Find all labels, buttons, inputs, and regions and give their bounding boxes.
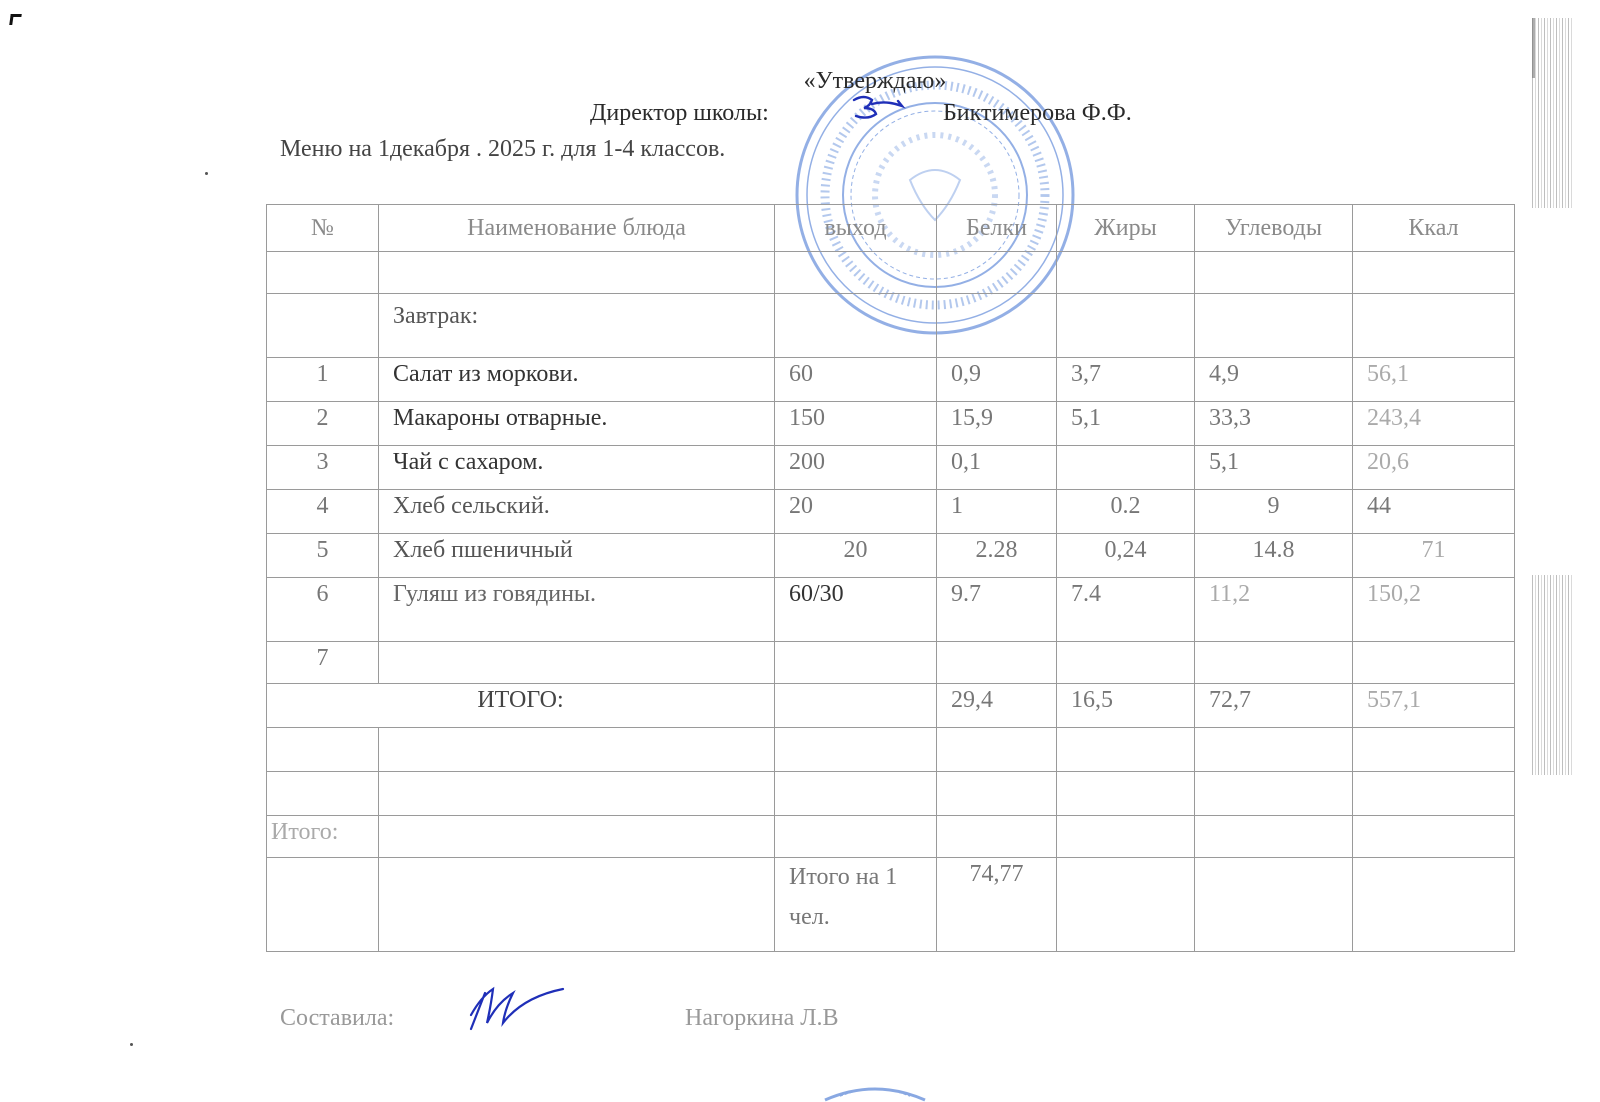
subtotal-carbs: 72,7 bbox=[1195, 684, 1353, 728]
row-number: 5 bbox=[267, 534, 379, 578]
approval-heading: «Утверждаю» bbox=[803, 68, 947, 94]
row-number: 4 bbox=[267, 490, 379, 534]
menu-table bbox=[266, 204, 1515, 952]
subtotal-fat: 16,5 bbox=[1057, 684, 1195, 728]
row-number: 2 bbox=[267, 402, 379, 446]
table-row bbox=[267, 534, 1515, 578]
per-person-value: 74,77 bbox=[937, 858, 1057, 952]
table-row bbox=[267, 578, 1515, 642]
subtotal-protein: 29,4 bbox=[937, 684, 1057, 728]
table-header-row bbox=[267, 205, 1515, 252]
table-row bbox=[267, 642, 1515, 684]
col-header-carbs: Углеводы bbox=[1195, 205, 1353, 252]
dish-yield: 60 bbox=[775, 358, 937, 402]
dish-protein: 0,1 bbox=[937, 446, 1057, 490]
table-row bbox=[267, 446, 1515, 490]
dish-kcal: 56,1 bbox=[1353, 358, 1515, 402]
col-header-fat: Жиры bbox=[1057, 205, 1195, 252]
section-row-breakfast bbox=[267, 294, 1515, 358]
dish-name: Гуляш из говядины. bbox=[379, 578, 775, 642]
compiled-by-label: Составила: bbox=[280, 1005, 395, 1031]
row-number: 7 bbox=[267, 642, 379, 684]
dish-carbs: 14.8 bbox=[1195, 534, 1353, 578]
director-label: Директор школы: bbox=[590, 100, 769, 126]
col-header-yield: выход bbox=[775, 205, 937, 252]
dish-name: Салат из моркови. bbox=[379, 358, 775, 402]
row-number: 6 bbox=[267, 578, 379, 642]
dish-protein: 2.28 bbox=[937, 534, 1057, 578]
dish-name bbox=[379, 642, 775, 684]
stamp-fragment bbox=[820, 1082, 930, 1102]
grand-total-row bbox=[267, 816, 1515, 858]
menu-title: Меню на 1декабря . 2025 г. для 1-4 классов. bbox=[280, 136, 726, 162]
dish-kcal: 44 bbox=[1353, 490, 1515, 534]
dish-carbs: 5,1 bbox=[1195, 446, 1353, 490]
dish-kcal: 71 bbox=[1353, 534, 1515, 578]
table-empty-row bbox=[267, 252, 1515, 294]
dish-carbs bbox=[1195, 642, 1353, 684]
table-empty-row bbox=[267, 772, 1515, 816]
director-name: Биктимерова Ф.Ф. bbox=[943, 100, 1132, 126]
dish-name: Хлеб сельский. bbox=[379, 490, 775, 534]
dish-carbs: 4,9 bbox=[1195, 358, 1353, 402]
dish-name: Хлеб пшеничный bbox=[379, 534, 775, 578]
subtotal-kcal: 557,1 bbox=[1353, 684, 1515, 728]
scan-speck bbox=[205, 172, 208, 175]
scan-artifact-line bbox=[1532, 18, 1535, 78]
dish-yield: 20 bbox=[775, 534, 937, 578]
dish-kcal: 243,4 bbox=[1353, 402, 1515, 446]
dish-fat: 7.4 bbox=[1057, 578, 1195, 642]
dish-fat: 0.2 bbox=[1057, 490, 1195, 534]
row-number: 3 bbox=[267, 446, 379, 490]
dish-yield bbox=[775, 642, 937, 684]
dish-fat bbox=[1057, 446, 1195, 490]
dish-carbs: 33,3 bbox=[1195, 402, 1353, 446]
dish-kcal: 20,6 bbox=[1353, 446, 1515, 490]
dish-protein: 15,9 bbox=[937, 402, 1057, 446]
col-header-protein: Белки bbox=[937, 205, 1057, 252]
scan-artifact-strip bbox=[1532, 18, 1574, 208]
per-person-row bbox=[267, 858, 1515, 952]
compiled-by-name: Нагоркина Л.В bbox=[685, 1005, 839, 1031]
director-signature bbox=[850, 92, 910, 120]
row-number: 1 bbox=[267, 358, 379, 402]
grand-total-label: Итого: bbox=[267, 816, 379, 858]
compiler-signature bbox=[465, 985, 585, 1035]
dish-kcal: 150,2 bbox=[1353, 578, 1515, 642]
table-row bbox=[267, 490, 1515, 534]
per-person-label: Итого на 1 чел. bbox=[775, 858, 937, 952]
dish-carbs: 9 bbox=[1195, 490, 1353, 534]
dish-carbs: 11,2 bbox=[1195, 578, 1353, 642]
dish-name: Чай с сахаром. bbox=[379, 446, 775, 490]
dish-protein: 9.7 bbox=[937, 578, 1057, 642]
col-header-dish: Наименование блюда bbox=[379, 205, 775, 252]
dish-name: Макароны отварные. bbox=[379, 402, 775, 446]
table-empty-row bbox=[267, 728, 1515, 772]
dish-yield: 60/30 bbox=[775, 578, 937, 642]
dish-protein bbox=[937, 642, 1057, 684]
dish-protein: 0,9 bbox=[937, 358, 1057, 402]
table-row bbox=[267, 402, 1515, 446]
dish-fat: 5,1 bbox=[1057, 402, 1195, 446]
subtotal-row bbox=[267, 684, 1515, 728]
scan-artifact-strip bbox=[1532, 575, 1574, 775]
table-row bbox=[267, 358, 1515, 402]
dish-yield: 20 bbox=[775, 490, 937, 534]
dish-kcal bbox=[1353, 642, 1515, 684]
scan-corner-mark bbox=[9, 14, 22, 25]
dish-fat: 3,7 bbox=[1057, 358, 1195, 402]
subtotal-label: ИТОГО: bbox=[267, 684, 775, 728]
scan-speck bbox=[130, 1043, 133, 1046]
col-header-kcal: Ккал bbox=[1353, 205, 1515, 252]
dish-fat: 0,24 bbox=[1057, 534, 1195, 578]
dish-fat bbox=[1057, 642, 1195, 684]
section-label: Завтрак: bbox=[379, 294, 775, 358]
dish-yield: 200 bbox=[775, 446, 937, 490]
col-header-number: № bbox=[267, 205, 379, 252]
dish-yield: 150 bbox=[775, 402, 937, 446]
dish-protein: 1 bbox=[937, 490, 1057, 534]
